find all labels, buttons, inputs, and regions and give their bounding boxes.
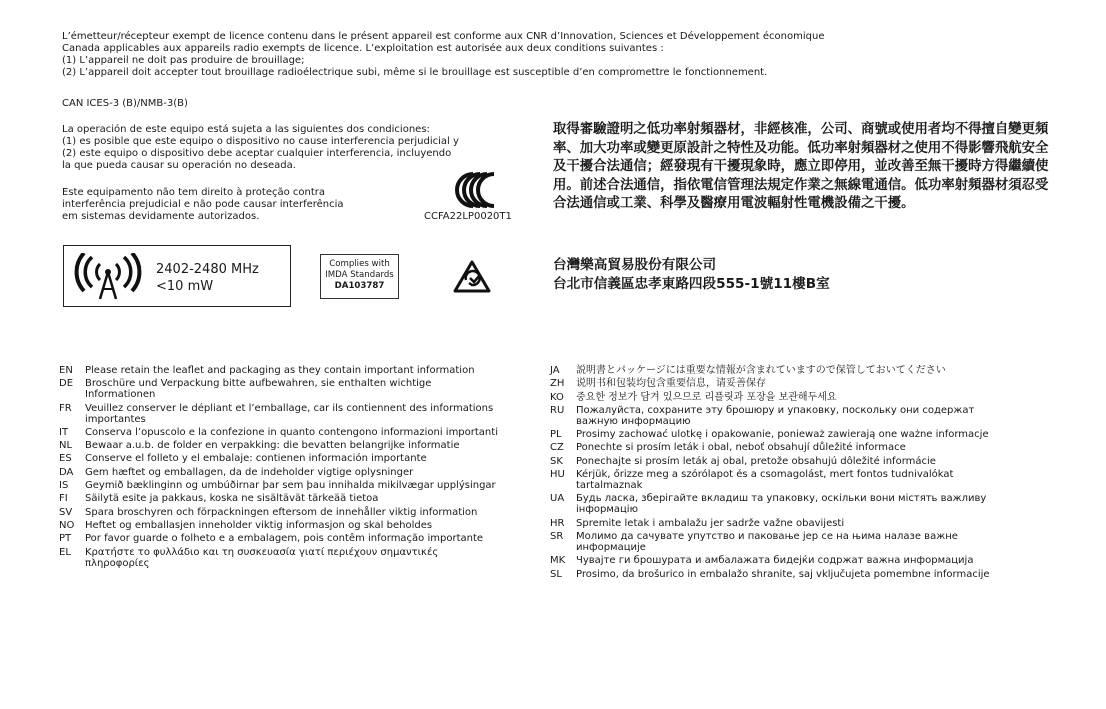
language-row [550, 442, 1010, 453]
language-row [550, 555, 1010, 566]
language-text: Broschüre und Verpackung bitte aufbewahren, sie enthalten wichtige Informationen [85, 378, 432, 401]
brazil-line: em sistemas devidamente autorizados. [62, 211, 260, 222]
mexico-statement [62, 124, 459, 172]
taiwan-importer [553, 256, 830, 294]
language-row [550, 469, 1010, 491]
canada-line: L’émetteur/récepteur exempt de licence contenu dans le présent appareil est conforme aux CNR d’Innovation, Sciences et Développement économique [62, 31, 825, 42]
language-text: Gem hæftet og emballagen, da de indeholder vigtige oplysninger [85, 466, 414, 478]
language-code: UA [550, 493, 565, 505]
canada-line: (1) L’appareil ne doit pas produire de brouillage; [62, 55, 305, 66]
canada-line: (2) L’appareil doit accepter tout brouillage radioélectrique subi, même si le brouillage est susceptible d’en compromettre le fonctionnement. [62, 67, 768, 78]
language-row [550, 405, 1010, 427]
language-code: DA [59, 466, 74, 478]
language-text: Пожалуйста, сохраните эту брошюру и упаковку, поскольку они содержат важную информацию [576, 404, 975, 427]
language-code: IS [59, 480, 69, 492]
language-row [59, 467, 499, 478]
language-code: DE [59, 378, 74, 390]
brazil-line: Este equipamento não tem direito à proteção contra [62, 187, 326, 198]
rcm-mark-icon [453, 260, 491, 298]
company-name: 台灣樂高貿易股份有限公司 [553, 257, 717, 273]
language-code: EL [59, 546, 71, 558]
language-text: Heftet og emballasjen inneholder viktig informasjon og skal beholdes [85, 519, 433, 531]
ncc-logo-icon [455, 172, 499, 212]
language-row [59, 403, 499, 425]
language-text: Κρατήστε το φυλλάδιο και τη συσκευασία γιατί περιέχουν σημαντικές πληροφορίες [85, 546, 439, 569]
language-text: 说明书和包装均包含重要信息，请妥善保存 [576, 378, 766, 390]
language-code: PT [59, 533, 72, 545]
radio-spec-text [156, 261, 259, 295]
language-row [59, 547, 499, 569]
language-text: Ponechajte si prosím leták aj obal, pretože obsahujú dôležité informácie [576, 455, 936, 467]
mexico-line: (2) este equipo o dispositivo debe aceptar cualquier interferencia, incluyendo [62, 148, 452, 159]
language-list-left [59, 365, 499, 571]
language-code: EN [59, 365, 73, 376]
language-text: Будь ласка, зберігайте вкладиш та упаковку, оскільки вони містять важливу інформацію [576, 493, 987, 516]
language-row [550, 378, 1010, 389]
language-row [59, 453, 499, 464]
language-text: Conserva l’opuscolo e la confezione in quanto contengono informazioni importanti [85, 426, 498, 438]
brazil-statement [62, 187, 344, 223]
radio-power: <10 mW [156, 279, 214, 294]
language-code: SL [550, 568, 562, 580]
language-code: CZ [550, 442, 564, 454]
language-row [550, 429, 1010, 440]
radio-spec-box [63, 245, 291, 307]
brazil-line: interferência prejudicial e não pode causar interferência [62, 199, 344, 210]
language-code: NO [59, 519, 75, 531]
taiwan-ncc-statement: 取得審驗證明之低功率射頻器材，非經核准，公司、商號或使用者均不得擅自變更頻率、加大功率或變更原設計之特性及功能。低功率射頻器材之使用不得影響飛航安全及干擾合法通信；經發現有干擾現象時，應立即停用，並改善至無干擾時方得繼續使用。前述合法通信，指依電信管理法規定作業之無線電通信。低功率射頻器材須忍受合法通信或工業、科學及醫療用電波輻射性電機設備之干擾。 [553, 122, 1049, 211]
language-row [59, 378, 499, 400]
imda-line: Complies with [329, 259, 390, 269]
language-row [550, 518, 1010, 529]
ncc-code: CCFA22LP0020T1 [424, 211, 512, 222]
language-text: Spremite letak i ambalažu jer sadrže važne obavijesti [576, 517, 845, 529]
company-address: 台北市信義區忠孝東路四段555-1號11樓B室 [553, 276, 830, 292]
imda-number: DA103787 [334, 281, 385, 291]
language-row [550, 493, 1010, 515]
language-code: HU [550, 469, 565, 481]
language-text: Säilytä esite ja pakkaus, koska ne sisältävät tärkeää tietoa [85, 493, 379, 505]
canada-line: Canada applicables aux appareils radio exempts de licence. L’exploitation est autorisée aux deux conditions suivantes : [62, 43, 664, 54]
language-text: Молимо да сачувате упутство и паковање јер се на њима налазе важне информације [576, 530, 958, 553]
language-code: FI [59, 493, 68, 505]
language-text: Geymið bæklinginn og umbúðirnar þar sem þau innihalda mikilvægar upplýsingar [85, 480, 496, 492]
language-text: 説明書とパッケージには重要な情報が含まれていますので保管しておいてください [576, 365, 946, 376]
language-row [59, 365, 499, 376]
language-text: Por favor guarde o folheto e a embalagem, pois contêm informação importante [85, 533, 484, 545]
language-row [59, 480, 499, 491]
language-text: Please retain the leaflet and packaging as they contain important information [85, 365, 475, 376]
language-code: JA [550, 365, 560, 376]
language-text: Чувајте ги брошурата и амбалажата бидејќи содржат важна информација [576, 555, 974, 567]
language-code: ES [59, 453, 72, 465]
language-text: Kérjük, őrizze meg a szórólapot és a csomagolást, mert fontos tudnivalókat tartalmaznak [576, 469, 954, 492]
language-row [550, 456, 1010, 467]
canada-statement [62, 31, 1022, 79]
language-text: Veuillez conserver le dépliant et l’emballage, car ils contiennent des informations importantes [85, 402, 494, 425]
language-text: Prosimy zachować ulotkę i opakowanie, ponieważ zawierają one ważne informacje [576, 429, 989, 441]
language-code: ZH [550, 378, 565, 390]
language-row [550, 531, 1010, 553]
mexico-line: la que pueda causar su operación no deseada. [62, 160, 296, 171]
language-code: IT [59, 426, 69, 438]
language-row [59, 493, 499, 504]
language-row [59, 427, 499, 438]
imda-compliance-label [320, 254, 399, 299]
language-code: PL [550, 429, 562, 441]
language-code: NL [59, 440, 73, 452]
language-code: HR [550, 517, 565, 529]
language-code: SV [59, 506, 73, 518]
language-text: Spara broschyren och förpackningen eftersom de innehåller viktig information [85, 506, 478, 518]
language-row [59, 520, 499, 531]
language-row [550, 365, 1010, 376]
language-code: MK [550, 555, 566, 567]
language-row [59, 533, 499, 544]
radio-antenna-icon [74, 253, 142, 305]
radio-frequency: 2402-2480 MHz [156, 262, 259, 277]
language-text: Prosimo, da brošurico in embalažo shranite, saj vključujeta pomembne informacije [576, 568, 990, 580]
language-row [550, 569, 1010, 580]
language-text: Conserve el folleto y el embalaje: contienen información importante [85, 453, 427, 465]
language-text: 중요한 정보가 담겨 있으므로 리플릿과 포장을 보관해두세요 [576, 391, 837, 403]
language-code: FR [59, 402, 72, 414]
ices-label: CAN ICES-3 (B)/NMB-3(B) [62, 98, 188, 109]
language-text: Bewaar a.u.b. de folder en verpakking: die bevatten belangrijke informatie [85, 440, 460, 452]
mexico-line: (1) es posible que este equipo o dispositivo no cause interferencia perjudicial y [62, 136, 459, 147]
language-code: SK [550, 455, 563, 467]
mexico-line: La operación de este equipo está sujeta a las siguientes dos condiciones: [62, 124, 430, 135]
imda-line: IMDA Standards [325, 270, 394, 280]
language-code: KO [550, 391, 564, 403]
language-code: RU [550, 404, 565, 416]
language-row [59, 507, 499, 518]
language-row [59, 440, 499, 451]
language-list-right [550, 365, 1010, 582]
language-row [550, 392, 1010, 403]
language-text: Ponechte si prosím leták i obal, neboť obsahují důležité informace [576, 442, 906, 454]
language-code: SR [550, 530, 564, 542]
